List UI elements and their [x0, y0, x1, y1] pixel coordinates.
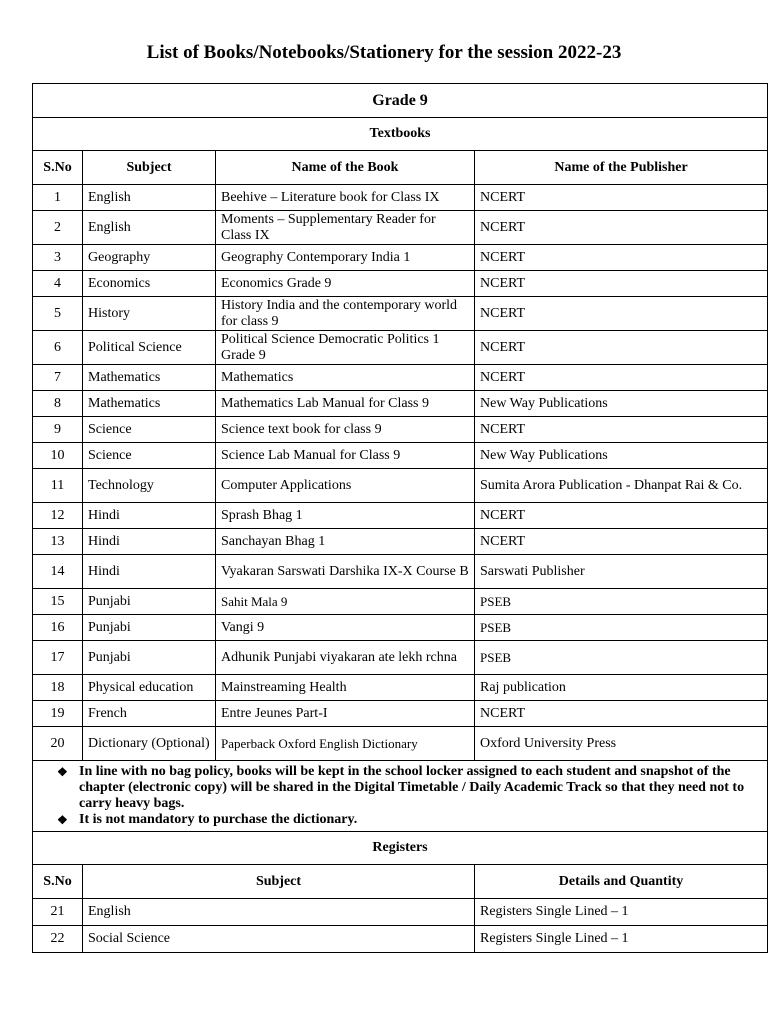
cell-book: Vangi 9	[216, 615, 475, 641]
table-row	[33, 271, 768, 297]
cell-publisher: New Way Publications	[475, 391, 768, 417]
cell-book: Political Science Democratic Politics 1 Grade 9	[216, 331, 475, 365]
registers-section-row	[33, 832, 768, 865]
cell-sno: 5	[33, 297, 83, 331]
diamond-bullet-icon: ❖	[57, 765, 68, 779]
cell-sno: 3	[33, 245, 83, 271]
cell-sno: 2	[33, 211, 83, 245]
column-header-sno: S.No	[33, 151, 83, 185]
cell-sno: 16	[33, 615, 83, 641]
table-row	[33, 391, 768, 417]
table-row	[33, 529, 768, 555]
cell-book: Moments – Supplementary Reader for Class IX	[216, 211, 475, 245]
cell-sno: 1	[33, 185, 83, 211]
diamond-bullet-icon: ❖	[57, 813, 68, 827]
column-header-subject: Subject	[83, 151, 216, 185]
cell-subject: Science	[83, 417, 216, 443]
cell-subject: Mathematics	[83, 391, 216, 417]
table-row	[33, 641, 768, 675]
cell-subject: Technology	[83, 469, 216, 503]
cell-subject: Social Science	[83, 926, 475, 953]
cell-subject: Geography	[83, 245, 216, 271]
column-header-publisher: Name of the Publisher	[475, 151, 768, 185]
cell-sno: 15	[33, 589, 83, 615]
cell-subject: Punjabi	[83, 589, 216, 615]
cell-sno: 9	[33, 417, 83, 443]
cell-subject: Physical education	[83, 675, 216, 701]
cell-book: Science Lab Manual for Class 9	[216, 443, 475, 469]
cell-publisher: Sarswati Publisher	[475, 555, 768, 589]
table-row	[33, 555, 768, 589]
cell-publisher: Oxford University Press	[475, 727, 768, 761]
table-row	[33, 417, 768, 443]
cell-subject: Punjabi	[83, 615, 216, 641]
cell-sno: 10	[33, 443, 83, 469]
cell-sno: 19	[33, 701, 83, 727]
cell-subject: English	[83, 899, 475, 926]
table-row	[33, 675, 768, 701]
cell-sno: 13	[33, 529, 83, 555]
cell-subject: Political Science	[83, 331, 216, 365]
table-row	[33, 331, 768, 365]
cell-publisher: NCERT	[475, 185, 768, 211]
cell-sno: 20	[33, 727, 83, 761]
cell-publisher: Raj publication	[475, 675, 768, 701]
page-title: List of Books/Notebooks/Stationery for the session 2022-23	[146, 42, 622, 63]
cell-details: Registers Single Lined – 1	[475, 899, 768, 926]
cell-sno: 7	[33, 365, 83, 391]
cell-publisher: NCERT	[475, 245, 768, 271]
cell-sno: 4	[33, 271, 83, 297]
column-header-sno: S.No	[33, 865, 83, 899]
note-item	[57, 764, 762, 812]
cell-book: Adhunik Punjabi viyakaran ate lekh rchna	[216, 641, 475, 675]
textbooks-section-row	[33, 118, 768, 151]
cell-book: Sahit Mala 9	[216, 589, 475, 615]
cell-book: Geography Contemporary India 1	[216, 245, 475, 271]
table-row	[33, 211, 768, 245]
cell-book: Mathematics Lab Manual for Class 9	[216, 391, 475, 417]
note-text: It is not mandatory to purchase the dictionary.	[79, 812, 358, 827]
cell-publisher: NCERT	[475, 365, 768, 391]
cell-book: Science text book for class 9	[216, 417, 475, 443]
cell-book: Sanchayan Bhag 1	[216, 529, 475, 555]
cell-sno: 8	[33, 391, 83, 417]
cell-publisher: PSEB	[475, 641, 768, 675]
table-row	[33, 469, 768, 503]
textbooks-header-row	[33, 151, 768, 185]
cell-publisher: Sumita Arora Publication - Dhanpat Rai & Co.	[475, 469, 768, 503]
cell-sno: 21	[33, 899, 83, 926]
table-row	[33, 701, 768, 727]
note-text: In line with no bag policy, books will be kept in the school locker assigned to each student and snapshot of the chapter (electronic copy) will be shared in the Digital Timetable / Daily Academic Track so that they need not to carry heavy bags.	[79, 764, 745, 811]
cell-publisher: PSEB	[475, 589, 768, 615]
registers-heading: Registers	[33, 832, 768, 865]
note-item	[57, 812, 762, 828]
table-row	[33, 443, 768, 469]
cell-publisher: NCERT	[475, 271, 768, 297]
cell-sno: 6	[33, 331, 83, 365]
cell-publisher: NCERT	[475, 701, 768, 727]
cell-publisher: NCERT	[475, 211, 768, 245]
notes-row	[33, 761, 768, 832]
cell-subject: Hindi	[83, 529, 216, 555]
table-row	[33, 899, 768, 926]
cell-book: Mainstreaming Health	[216, 675, 475, 701]
table-row	[33, 589, 768, 615]
cell-book: Economics Grade 9	[216, 271, 475, 297]
table-row	[33, 245, 768, 271]
cell-sno: 11	[33, 469, 83, 503]
cell-book: Paperback Oxford English Dictionary	[216, 727, 475, 761]
cell-sno: 18	[33, 675, 83, 701]
cell-book: Beehive – Literature book for Class IX	[216, 185, 475, 211]
cell-subject: History	[83, 297, 216, 331]
cell-book: Vyakaran Sarswati Darshika IX-X Course B	[216, 555, 475, 589]
table-row	[33, 297, 768, 331]
cell-book: Mathematics	[216, 365, 475, 391]
cell-book: History India and the contemporary world for class 9	[216, 297, 475, 331]
cell-sno: 14	[33, 555, 83, 589]
registers-header-row	[33, 865, 768, 899]
cell-book: Sprash Bhag 1	[216, 503, 475, 529]
cell-book: Computer Applications	[216, 469, 475, 503]
cell-publisher: New Way Publications	[475, 443, 768, 469]
cell-subject: Dictionary (Optional)	[83, 727, 216, 761]
cell-book: Entre Jeunes Part-I	[216, 701, 475, 727]
textbooks-heading: Textbooks	[33, 118, 768, 151]
cell-subject: English	[83, 211, 216, 245]
cell-subject: Science	[83, 443, 216, 469]
grade-row	[33, 84, 768, 118]
table-row	[33, 503, 768, 529]
cell-publisher: PSEB	[475, 615, 768, 641]
column-header-book: Name of the Book	[216, 151, 475, 185]
cell-publisher: NCERT	[475, 503, 768, 529]
cell-sno: 12	[33, 503, 83, 529]
column-header-details: Details and Quantity	[475, 865, 768, 899]
cell-subject: Economics	[83, 271, 216, 297]
table-row	[33, 615, 768, 641]
notes-list	[57, 764, 762, 828]
cell-subject: Mathematics	[83, 365, 216, 391]
table-row	[33, 185, 768, 211]
cell-publisher: NCERT	[475, 297, 768, 331]
grade-heading: Grade 9	[33, 84, 768, 118]
table-row	[33, 727, 768, 761]
cell-subject: Hindi	[83, 503, 216, 529]
cell-subject: English	[83, 185, 216, 211]
cell-details: Registers Single Lined – 1	[475, 926, 768, 953]
cell-subject: French	[83, 701, 216, 727]
cell-subject: Hindi	[83, 555, 216, 589]
notes-cell	[33, 761, 768, 832]
cell-sno: 22	[33, 926, 83, 953]
book-list-table	[32, 83, 768, 953]
cell-subject: Punjabi	[83, 641, 216, 675]
cell-publisher: NCERT	[475, 529, 768, 555]
cell-publisher: NCERT	[475, 331, 768, 365]
cell-sno: 17	[33, 641, 83, 675]
column-header-subject: Subject	[83, 865, 475, 899]
cell-publisher: NCERT	[475, 417, 768, 443]
table-row	[33, 365, 768, 391]
table-row	[33, 926, 768, 953]
